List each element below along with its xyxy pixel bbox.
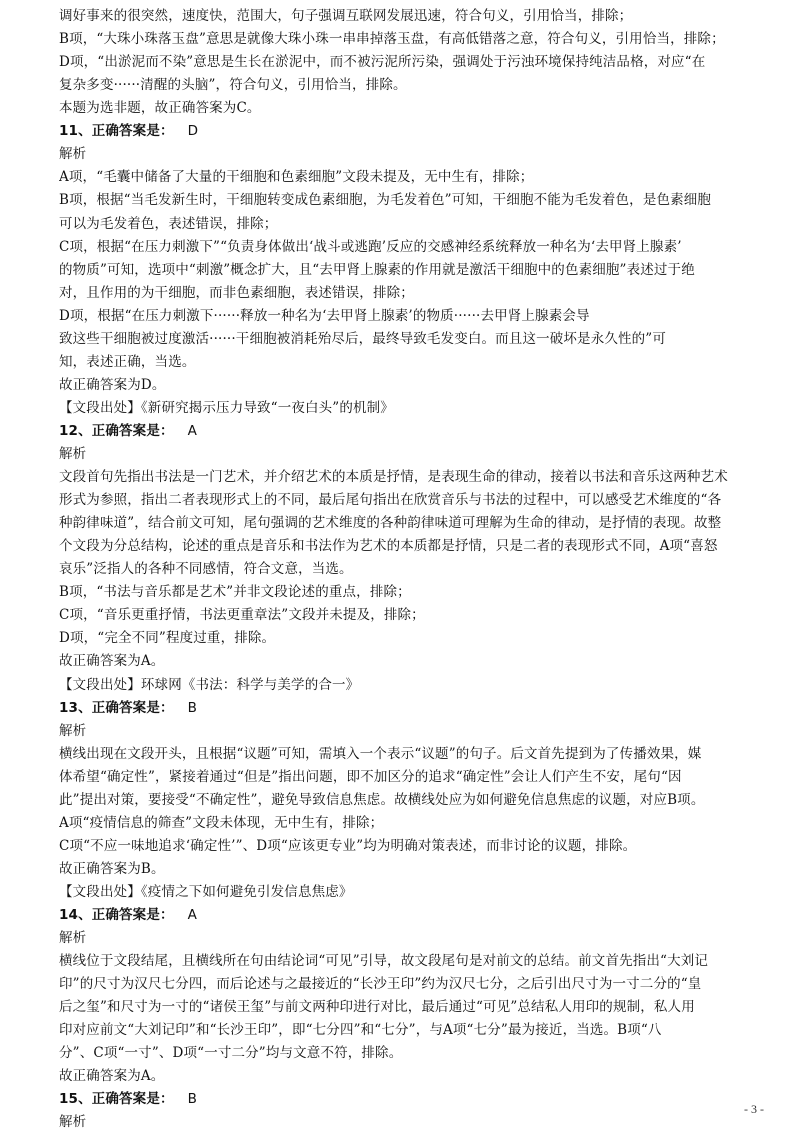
text-line: B项，“大珠小珠落玉盘”意思是就像大珠小珠一串串掉落玉盘，有高低错落之意，符合句义，引用恰当，排除； xyxy=(59,31,725,48)
answer-heading-label: 14、正确答案是： xyxy=(59,907,174,923)
text-line: A项，“毛囊中储备了大量的干细胞和色素细胞”文段未提及，无中生有，排除； xyxy=(59,169,534,186)
text-line: C项，“音乐更重抒情，书法更重章法”文段并未提及，排除； xyxy=(59,607,425,624)
text-line: 【文段出处】环球网《书法：科学与美学的合一》 xyxy=(59,676,360,693)
text-line: B项，“书法与音乐都是艺术”并非文段论述的重点，排除； xyxy=(59,584,411,601)
text-line: 文段首句先指出书法是一门艺术，并介绍艺术的本质是抒情，是表现生命的律动，接着以书法和音乐这两种艺术 xyxy=(59,469,728,485)
text-line: 知，表述正确，当选。 xyxy=(59,353,196,370)
text-line: 后之玺”和尺寸为一寸的“诸侯王玺”与前文两种印进行对比，最后通过“可见”总结私人用印的规制，私人用 xyxy=(59,999,695,1016)
text-line: C项“不应一味地追求‘确定性’”、D项“应该更专业”均为明确对策表述，而非讨论的议题，排除。 xyxy=(59,837,637,854)
answer-heading-label: 12、正确答案是： xyxy=(59,422,174,439)
answer-heading-label: 13、正确答案是： xyxy=(59,699,174,716)
text-line: B项，根据“当毛发新生时，干细胞转变成色素细胞，为毛发着色”可知，干细胞不能为毛发着色，是色素细胞 xyxy=(59,192,712,209)
text-line: 个文段为分总结构，论述的重点是音乐和书法作为艺术的本质都是抒情，只是二者的表现形式不同，A项“喜怒 xyxy=(59,538,718,555)
text-line: D项，根据“在压力刺激下······释放一种名为‘去甲肾上腺素’的物质······去甲肾上腺素会导 xyxy=(59,307,590,324)
text-line: D项，“完全不同”程度过重，排除。 xyxy=(59,630,276,647)
text-line: 【文段出处】《新研究揭示压力导致“一夜白头”的机制》 xyxy=(59,399,394,416)
analysis-label: 解析 xyxy=(59,445,87,462)
page-number: - 3 - xyxy=(744,1102,764,1116)
text-line: 故正确答案为A。 xyxy=(59,1068,165,1085)
text-line: 分”、C项“一寸”、D项“一寸二分”均与文意不符，排除。 xyxy=(59,1045,403,1062)
text-line: 调好事来的很突然，速度快，范围大，句子强调互联网发展迅速，符合句义，引用恰当，排除； xyxy=(59,8,633,24)
text-line: 种韵律味道”，结合前文可知，尾句强调的艺术维度的各种韵律味道可理解为生命的律动，是抒情的表现。故整 xyxy=(59,515,722,532)
analysis-label: 解析 xyxy=(59,722,87,739)
answer-letter: B xyxy=(187,699,198,716)
answer-heading xyxy=(59,421,749,441)
answer-heading xyxy=(59,1089,749,1109)
text-line: 的物质”可知，选项中“刺激”概念扩大，且“去甲肾上腺素的作用就是激活干细胞中的色素细胞”表述过于绝 xyxy=(59,261,695,278)
answer-heading-label: 15、正确答案是： xyxy=(59,1091,174,1108)
text-line: 印”的尺寸为汉尺七分四，而后论述与之最接近的“长沙王印”约为汉尺七分，之后引出尺寸为一寸二分的“皇 xyxy=(59,976,702,993)
text-line: 本题为选非题，故正确答案为C。 xyxy=(59,100,261,117)
text-line: A项“疫情信息的筛查”文段未体现，无中生有，排除； xyxy=(59,814,384,831)
analysis-label: 解析 xyxy=(59,1114,87,1131)
answer-heading-label: 11、正确答案是： xyxy=(59,123,174,140)
text-line: 故正确答案为B。 xyxy=(59,860,165,877)
text-line: 故正确答案为D。 xyxy=(59,376,166,393)
answer-letter: A xyxy=(187,907,198,923)
text-line: 横线位于文段结尾，且横线所在句由结论词“可见”引导，故文段尾句是对前文的总结。前文首先指出“大刘记 xyxy=(59,953,709,970)
text-line: 可以为毛发着色，表述错误，排除； xyxy=(59,215,278,232)
text-line: 体希望“确定性”，紧接着通过“但是”指出问题，即不加区分的追求“确定性”会让人们产生不安，尾句“因 xyxy=(59,768,682,785)
text-line: 横线出现在文段开头，且根据“议题”可知，需填入一个表示“议题”的句子。后文首先提到为了传播效果，媒 xyxy=(59,745,702,762)
answer-letter: B xyxy=(187,1091,198,1108)
answer-letter: A xyxy=(187,422,198,439)
text-line: 哀乐”泛指人的各种不同感情，符合文意，当选。 xyxy=(59,561,353,578)
text-line: 对，且作用的为干细胞，而非色素细胞，表述错误，排除； xyxy=(59,284,414,301)
analysis-label: 解析 xyxy=(59,930,87,946)
text-line: 形式为参照，指出二者表现形式上的不同，最后尾句指出在欣赏音乐与书法的过程中，可以感受艺术维度的“各 xyxy=(59,492,722,509)
analysis-label: 解析 xyxy=(59,146,87,163)
text-line: 致这些干细胞被过度激活······干细胞被消耗殆尽后，最终导致毛发变白。而且这一破坏是永久性的”可 xyxy=(59,330,666,347)
text-line: C项，根据“在压力刺激下”“负责身体做出‘战斗或逃跑’反应的交感神经系统释放一种名为‘去甲肾上腺素’ xyxy=(59,238,682,255)
answer-heading xyxy=(59,905,749,925)
answer-heading xyxy=(59,698,749,718)
answer-heading xyxy=(59,121,749,141)
text-line: 故正确答案为A。 xyxy=(59,653,165,670)
text-line: 印对应前文“大刘记印”和“长沙王印”，即“七分四”和“七分”，与A项“七分”最为接近，当选。B项“八 xyxy=(59,1022,662,1039)
text-line: D项，“出淤泥而不染”意思是生长在淤泥中，而不被污泥所污染，强调处于污浊环境保持纯洁品格，对应“在 xyxy=(59,54,706,71)
text-line: 【文段出处】《疫情之下如何避免引发信息焦虑》 xyxy=(59,883,353,900)
text-line: 复杂多变······清醒的头脑”，符合句义，引用恰当，排除。 xyxy=(59,77,407,94)
text-line: 此”提出对策，要接受“不确定性”，避免导致信息焦虑。故横线处应为如何避免信息焦虑的议题，对应B项。 xyxy=(59,791,705,808)
answer-letter: D xyxy=(187,123,199,140)
